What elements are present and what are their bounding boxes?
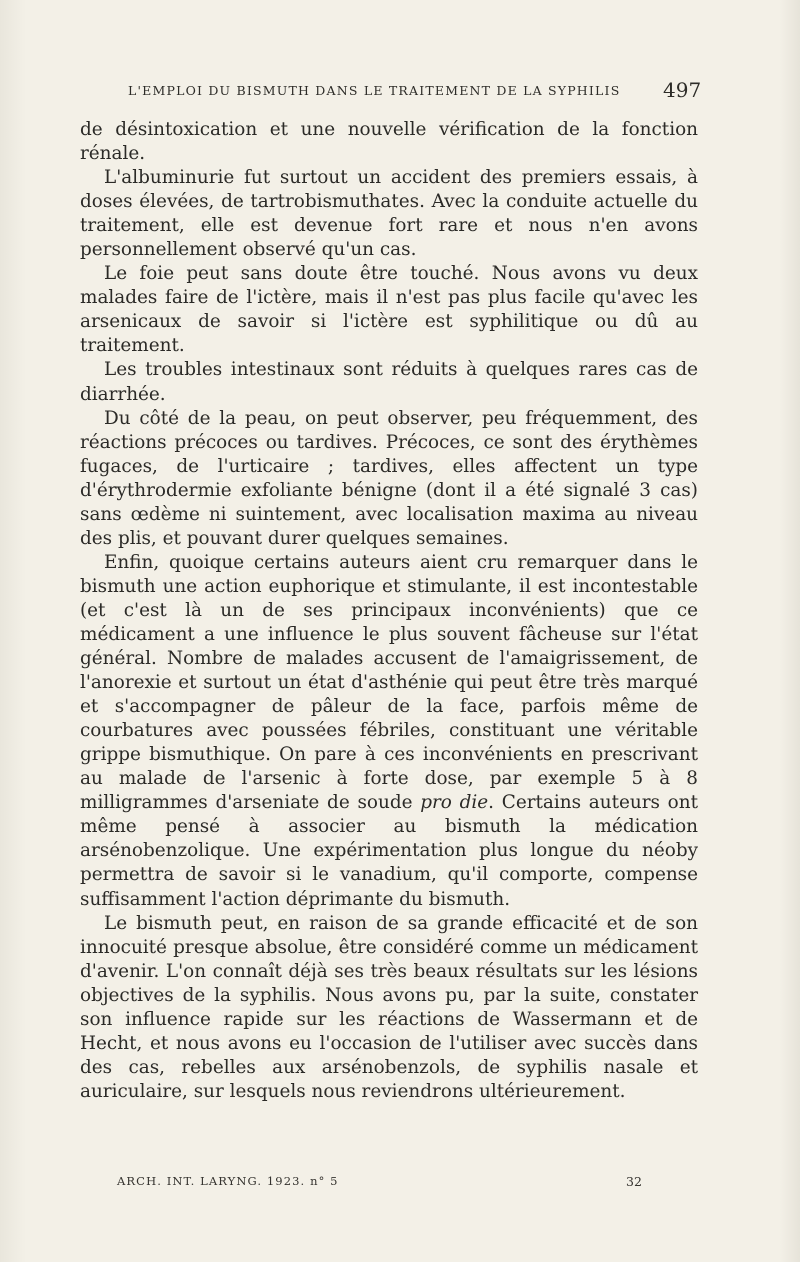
paragraph-skin: Du côté de la peau, on peut observer, peu fréquemment, des réactions précoces ou tardives. Précoces, ce sont des érythèmes fugaces, de l'urticaire ; tardives, elles affectent un type d'érythrodermie exfoliante bénigne (dont il a été signalé 3 cas) sans œdème ni suintement, avec localisation maxima au niveau des plis, et pouvant durer quelques semaines. bbox=[80, 407, 698, 549]
paragraph-albuminuria: L'albuminurie fut surtout un accident des premiers essais, à doses élevées, de tartrobismuthates. Avec la conduite actuelle du traitement, elle est devenue fort rare et nous n'en avons personnellement observé qu'un cas. bbox=[80, 167, 698, 261]
paragraph-general-state-part1: Enfin, quoique certains auteurs aient cru remarquer dans le bismuth une action euphorique et stimulante, il est incontestable (et c'est là un de ses principaux inconvénients) que ce médicament a une influence le plus souvent fâcheuse sur l'état général. Nombre de malades accusent de l'amaigrissement, de l'anorexie et surtout un état d'asthénie qui peut être très marqué et s'accompagner de pâleur de la face, parfois même de courbatures avec poussées fébriles, constituant une véritable grippe bismuthique. On pare à ces inconvénients en prescrivant au malade de l'arsenic à forte dose, par exemple 5 à 8 milligrammes d'arseniate de soude bbox=[80, 551, 698, 814]
journal-reference: ARCH. INT. LARYNG. 1923. n° 5 bbox=[117, 1174, 339, 1188]
page-footer bbox=[0, 1172, 800, 1194]
paragraph-general-state-part2: . Certains auteurs ont même pensé à associer au bismuth la médication arsénobenzolique. Une expérimentation plus longue du néoby permettra de savoir si le vanadium, qu'il comporte, compense suffisamment l'action déprimante du bismuth. bbox=[80, 792, 698, 910]
paragraph-liver: Le foie peut sans doute être touché. Nous avons vu deux malades faire de l'ictère, mais il n'est pas plus facile qu'avec les arsenicaux de savoir si l'ictère est syphilitique ou dû au traitement. bbox=[80, 263, 698, 357]
signature-mark: 32 bbox=[626, 1174, 642, 1189]
paragraph-general-state bbox=[80, 551, 698, 912]
page-header bbox=[0, 80, 800, 104]
page-number: 497 bbox=[663, 78, 702, 102]
latin-phrase: pro die bbox=[420, 792, 489, 814]
paragraph-intestinal: Les troubles intestinaux sont réduits à quelques rares cas de diarrhée. bbox=[80, 359, 698, 405]
running-title: L'EMPLOI DU BISMUTH DANS LE TRAITEMENT DE LA SYPHILIS bbox=[128, 83, 621, 98]
article-body bbox=[80, 118, 698, 1104]
paragraph-renal-check: de désintoxication et une nouvelle vérification de la fonction rénale. bbox=[80, 119, 698, 165]
paragraph-conclusion: Le bismuth peut, en raison de sa grande efficacité et de son innocuité presque absolue, être considéré comme un médicament d'avenir. L'on connaît déjà ses très beaux résultats sur les lésions objectives de la syphilis. Nous avons pu, par la suite, constater son influence rapide sur les réactions de Wassermann et de Hecht, et nous avons eu l'occasion de l'utiliser avec succès dans des cas, rebelles aux arsénobenzols, de syphilis nasale et auriculaire, sur lesquels nous reviendrons ultérieurement. bbox=[80, 912, 698, 1102]
